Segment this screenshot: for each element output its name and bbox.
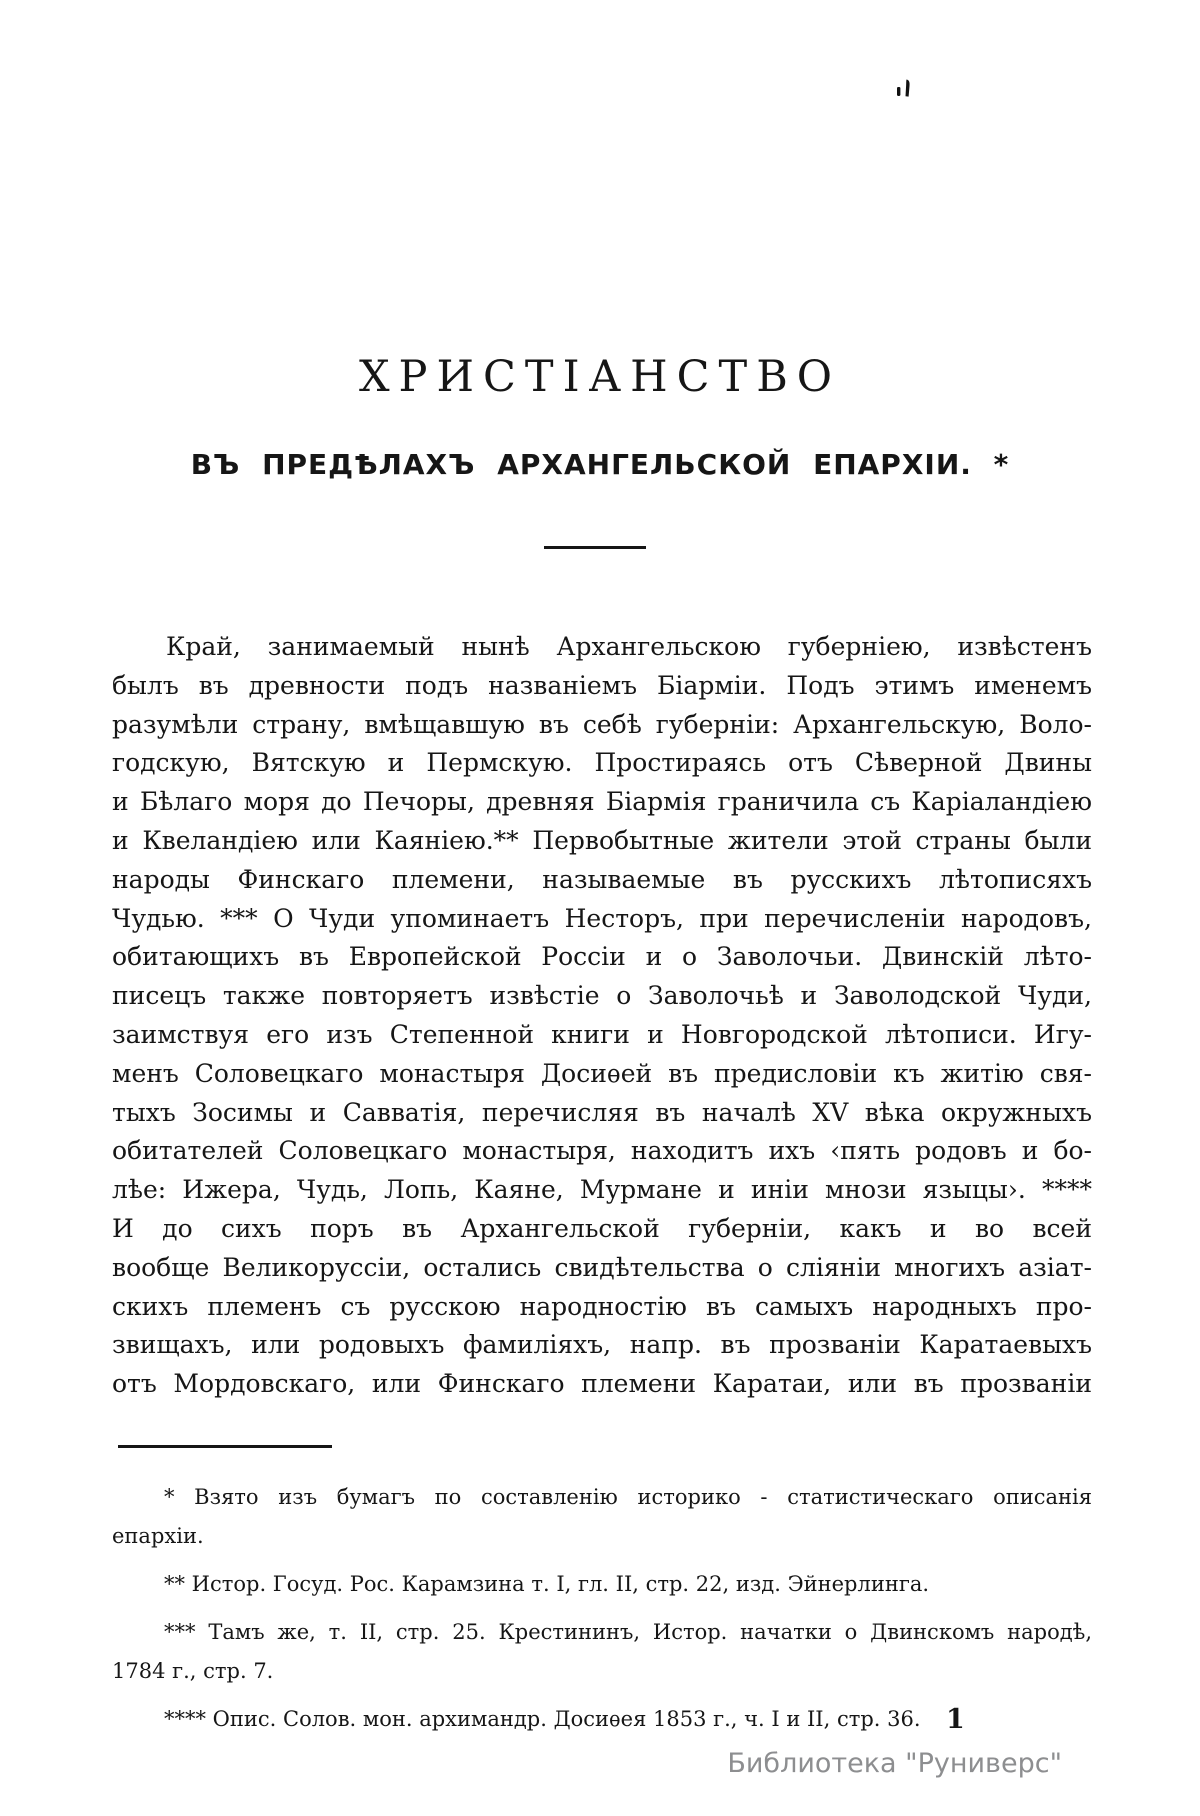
body-text-line: народы Финскаго племени, называемые въ русскихъ лѣтописяхъ [112, 864, 1092, 894]
footnote-divider [118, 1445, 332, 1448]
title-divider [544, 546, 646, 549]
body-text-line: менъ Соловецкаго монастыря Досиѳей въ предисловіи къ житію свя- [112, 1058, 1092, 1088]
body-text-line: лѣе: Ижера, Чудь, Лопь, Каяне, Мурмане и иніи мнози языцы›. **** [112, 1175, 1092, 1205]
body-text-line: былъ въ древности подъ названіемъ Біарміи. Подъ этимъ именемъ [112, 670, 1092, 700]
body-text-line: отъ Мордовскаго, или Финскаго племени Каратаи, или въ прозваніи [112, 1369, 1092, 1399]
body-text-line: И до сихъ поръ въ Архангельской губерніи, какъ и во всей [112, 1213, 1092, 1243]
body-text-line: и Квеландіею или Каяніею.** Первобытные жители этой страны были [112, 825, 1092, 855]
body-text-line: Край, занимаемый нынѣ Архангельскою губерніею, извѣстенъ [166, 632, 1092, 661]
footnote-line: 1784 г., стр. 7. [112, 1659, 274, 1683]
page-title: ХРИСТІАНСТВО [358, 352, 842, 402]
body-text-line: звищахъ, или родовыхъ фамиліяхъ, напр. въ прозваніи Каратаевыхъ [112, 1330, 1092, 1360]
body-text-line: писецъ также повторяетъ извѣстіе о Заволочьѣ и Заволодской Чуди, [112, 981, 1092, 1011]
body-text-line: обитателей Соловецкаго монастыря, находитъ ихъ ‹пять родовъ и бо- [112, 1136, 1092, 1166]
body-text-line: годскую, Вятскую и Пермскую. Простираясь отъ Сѣверной Двины [112, 748, 1092, 778]
body-text-line: разумѣли страну, вмѣщавшую въ себѣ губерніи: Архангельскую, Воло- [112, 709, 1092, 739]
body-text-line: заимствуя его изъ Степенной книги и Новгородской лѣтописи. Игу- [112, 1019, 1092, 1049]
body-text-line: тыхъ Зосимы и Савватія, перечисляя въ началѣ XV вѣка окружныхъ [112, 1097, 1092, 1127]
body-text-line: и Бѣлаго моря до Печоры, древняя Біармія граничила съ Каріаландіею [112, 787, 1092, 817]
body-text-line: вообще Великоруссіи, остались свидѣтельства о сліяніи многихъ азіат- [112, 1252, 1092, 1282]
ink-speckle-icon [894, 76, 914, 102]
body-text [112, 628, 1092, 1404]
library-watermark: Библиотека "Руниверс" [727, 1748, 1062, 1779]
page-number: 1 [946, 1704, 965, 1735]
footnotes [112, 1478, 1092, 1739]
footnote-line: **** Опис. Солов. мон. архимандр. Досиѳея 1853 г., ч. I и II, стр. 36. [164, 1707, 921, 1731]
body-text-line: скихъ племенъ съ русскою народностію въ самыхъ народныхъ про- [112, 1291, 1092, 1321]
body-text-line: обитающихъ въ Европейской Россіи и о Заволочьи. Двинскій лѣто- [112, 942, 1092, 972]
page-subtitle: ВЪ ПРЕДѢЛАХЪ АРХАНГЕЛЬСКОЙ ЕПАРХІИ. * [190, 448, 1010, 481]
footnote-line: ** Истор. Госуд. Рос. Карамзина т. I, гл. II, стр. 22, изд. Эйнерлинга. [164, 1572, 930, 1596]
body-text-line: Чудью. *** О Чуди упоминаетъ Несторъ, при перечисленіи народовъ, [112, 903, 1092, 933]
footnote-line: *** Тамъ же, т. II, стр. 25. Крестининъ, Истор. начатки о Двинскомъ народѣ, [164, 1620, 1092, 1644]
footnote-line: * Взято изъ бумагъ по составленію историко - статистическаго описанія [164, 1485, 1092, 1509]
footnote-line: епархіи. [112, 1524, 204, 1548]
